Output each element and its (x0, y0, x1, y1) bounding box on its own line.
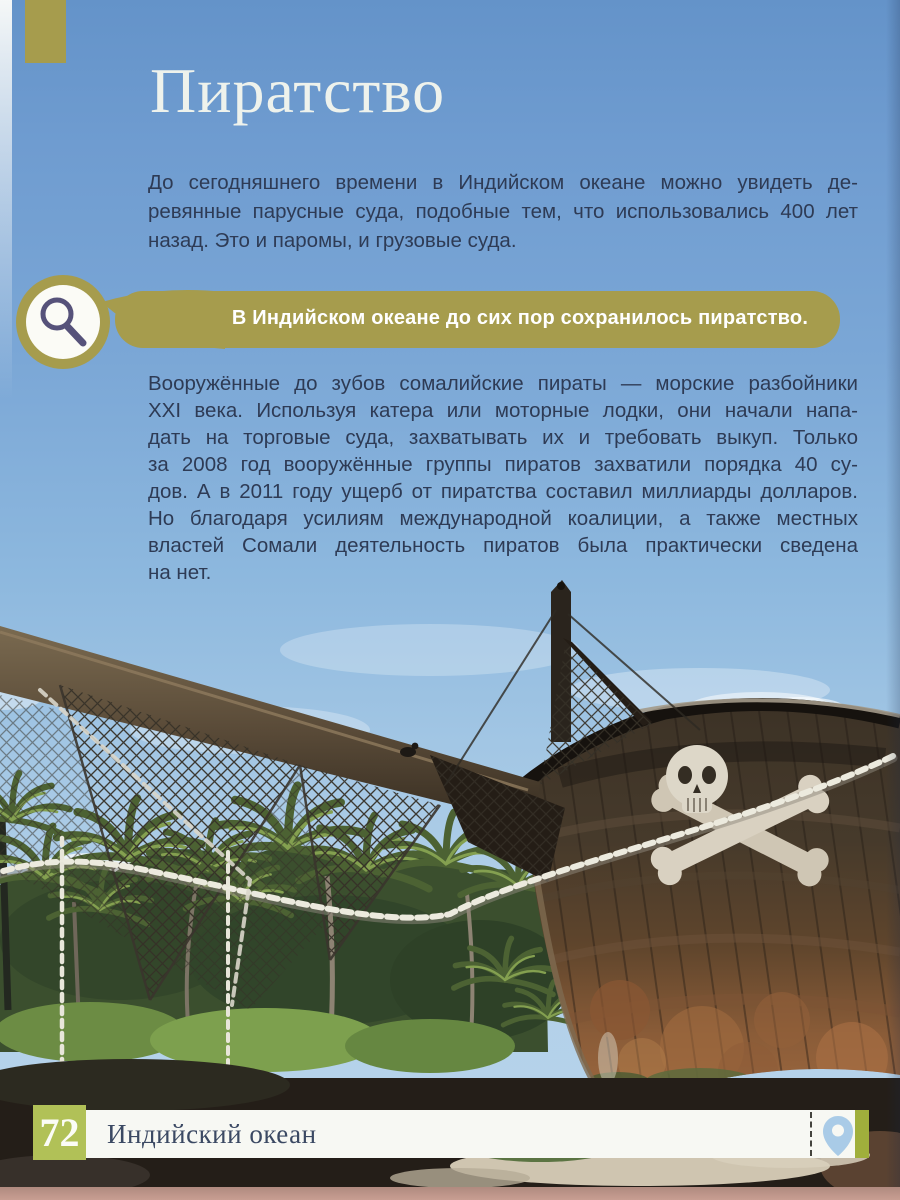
page-edge-shadow (886, 0, 900, 1200)
page-number: 72 (39, 1110, 80, 1155)
footer-bar (86, 1110, 855, 1158)
body-line: XXI века. Используя катера или моторные лодки, они начали напа- (148, 399, 858, 422)
intro-paragraph (148, 168, 858, 255)
location-pin-icon (820, 1114, 856, 1158)
body-line: дов. А в 2011 году ущерб от пиратства составил миллиарды долларов. (148, 480, 858, 503)
intro-line: До сегодняшнего времени в Индийском океане можно увидеть де- (148, 171, 858, 194)
table-surface-strip (0, 1187, 900, 1200)
page-number-badge (33, 1105, 86, 1160)
footer-dashed-divider (810, 1112, 812, 1156)
body-line: властей Сомали деятельность пиратов была практически сведена (148, 534, 858, 557)
badge-circle (26, 285, 100, 359)
intro-line: ревянные парусные суда, подобные тем, что использовались 400 лет (148, 200, 858, 223)
page-title: Пиратство (150, 55, 446, 126)
body-line: за 2008 год вооружённые группы пиратов захватили порядка 40 су- (148, 453, 858, 476)
body-line: Вооружённые до зубов сомалийские пираты — морские разбойники (148, 372, 858, 395)
body-line: на нет. (148, 561, 212, 584)
footer-section-title: Индийский океан (107, 1118, 317, 1149)
body-line: Но благодаря усилиям международной коалиции, а также местных (148, 507, 858, 530)
footer-endcap (855, 1110, 869, 1158)
chapter-color-tab (25, 0, 66, 63)
callout-text: В Индийском океане до сих пор сохранилось пиратство. (231, 307, 809, 329)
body-line: дать на торговые суда, захватывать их и требовать выкуп. Только (148, 426, 858, 449)
body-paragraph (148, 370, 858, 586)
pirate-ship-photo (0, 580, 900, 1200)
intro-line: назад. Это и паромы, и грузовые суда. (148, 229, 517, 252)
